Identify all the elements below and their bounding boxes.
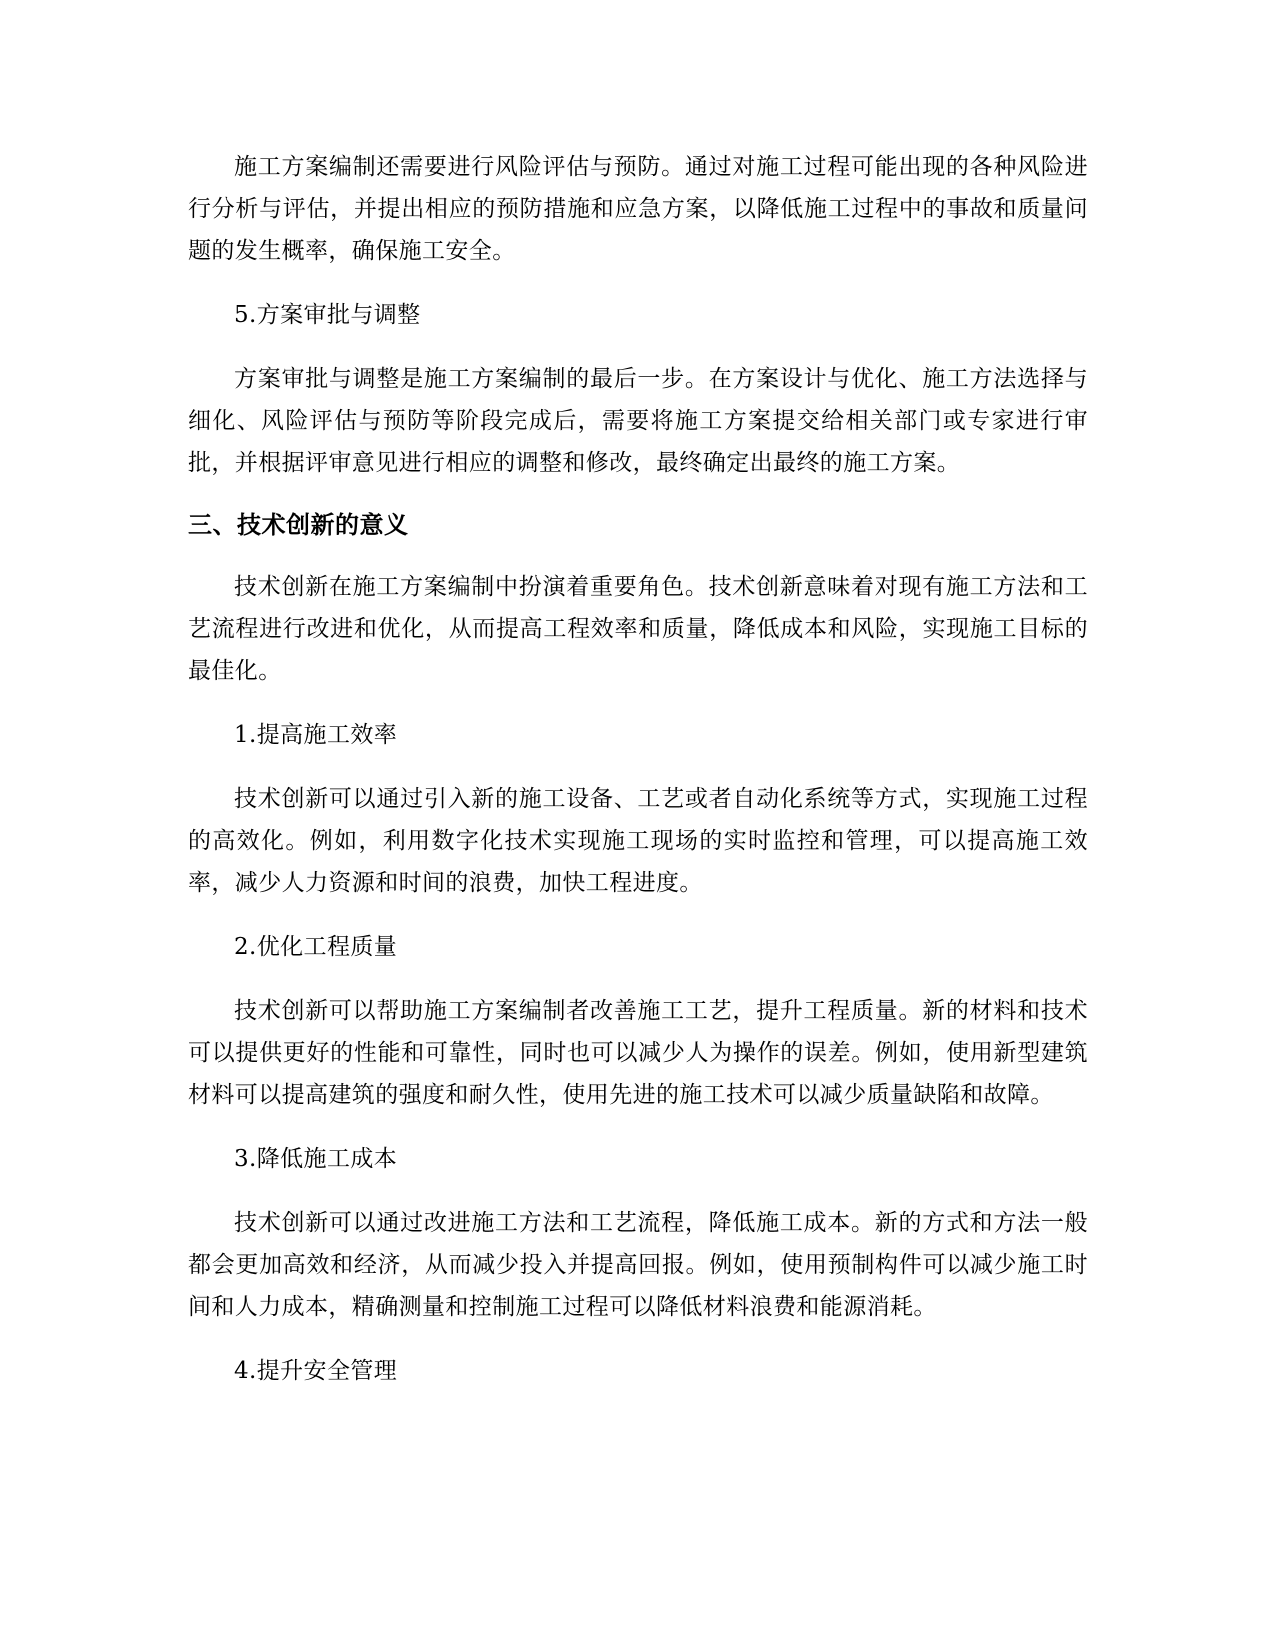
spacer <box>188 904 1088 926</box>
spacer <box>188 272 1088 294</box>
paragraph-efficiency: 技术创新可以通过引入新的施工设备、工艺或者自动化系统等方式，实现施工过程的高效化。例如，利用数字化技术实现施工现场的实时监控和管理，可以提高施工效率，减少人力资源和时间的浪费，加快工程进度。 <box>188 786 1088 896</box>
spacer <box>188 692 1088 714</box>
subheading-efficiency: 1.提高施工效率 <box>234 722 398 748</box>
spacer <box>188 968 1088 990</box>
spacer <box>188 546 1088 566</box>
paragraph-cost: 技术创新可以通过改进施工方法和工艺流程，降低施工成本。新的方式和方法一般都会更加高效和经济，从而减少投入并提高回报。例如，使用预制构件可以减少施工时间和人力成本，精确测量和控制施工过程可以降低材料浪费和能源消耗。 <box>188 1210 1088 1320</box>
spacer <box>188 1116 1088 1138</box>
page-content <box>188 146 1088 1392</box>
paragraph-risk-assessment: 施工方案编制还需要进行风险评估与预防。通过对施工过程可能出现的各种风险进行分析与评估，并提出相应的预防措施和应急方案，以降低施工过程中的事故和质量问题的发生概率，确保施工安全。 <box>188 154 1088 264</box>
spacer <box>188 756 1088 778</box>
spacer <box>188 336 1088 358</box>
section-heading-tech-innovation: 三、技术创新的意义 <box>188 511 409 539</box>
paragraph-approval-adjustment: 方案审批与调整是施工方案编制的最后一步。在方案设计与优化、施工方法选择与细化、风险评估与预防等阶段完成后，需要将施工方案提交给相关部门或专家进行审批，并根据评审意见进行相应的调整和修改，最终确定出最终的施工方案。 <box>188 366 1088 476</box>
spacer <box>188 484 1088 504</box>
paragraph-tech-innovation-intro: 技术创新在施工方案编制中扮演着重要角色。技术创新意味着对现有施工方法和工艺流程进行改进和优化，从而提高工程效率和质量，降低成本和风险，实现施工目标的最佳化。 <box>188 574 1088 684</box>
subheading-safety: 4.提升安全管理 <box>234 1358 398 1384</box>
subheading-cost: 3.降低施工成本 <box>234 1146 398 1172</box>
subheading-approval-adjustment: 5.方案审批与调整 <box>234 302 421 328</box>
spacer <box>188 1180 1088 1202</box>
paragraph-quality: 技术创新可以帮助施工方案编制者改善施工工艺，提升工程质量。新的材料和技术可以提供更好的性能和可靠性，同时也可以减少人为操作的误差。例如，使用新型建筑材料可以提高建筑的强度和耐久性，使用先进的施工技术可以减少质量缺陷和故障。 <box>188 998 1088 1108</box>
spacer <box>188 1328 1088 1350</box>
subheading-quality: 2.优化工程质量 <box>234 934 398 960</box>
